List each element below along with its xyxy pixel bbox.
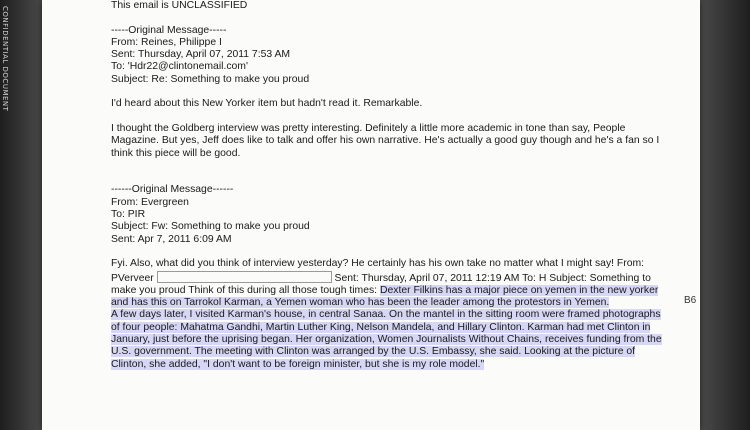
highlighted-quote: U.S. government. The meeting with Clinton was arranged by the U.S. Embassy, she said. Looking at the picture of <box>111 346 636 358</box>
body3-line-9 <box>111 359 697 371</box>
highlighted-quote: A few days later, I visited Karman's house, in central Sanaa. On the mantel in the sitting room were framed photographs <box>111 309 661 321</box>
forward-header: Sent: Thursday, April 07, 2011 12:19 AM To: H Subject: Something to <box>334 272 651 284</box>
redaction-box <box>157 271 332 283</box>
highlighted-quote: Clinton, she added, "I don't want to be foreign minister, but she is my role model." <box>111 358 485 370</box>
msg2-separator: ------Original Message------ <box>111 184 234 196</box>
highlighted-quote: of four people: Mahatma Gandhi, Martin Luther King, Nelson Mandela, and Hillary Clinton. Karman had met Clinton in <box>111 321 651 333</box>
body3-line-1: Fyi. Also, what did you think of interview yesterday? He certainly has his own take no matter what I might say! From: <box>111 258 645 270</box>
viewer-left-margin <box>0 0 42 430</box>
msg1-from: From: Reines, Philippe I <box>111 36 222 48</box>
msg1-body-2-line: I thought the Goldberg interview was pretty interesting. Definitely a little more academic in tone than say, People <box>111 122 626 134</box>
msg1-separator: -----Original Message----- <box>111 24 227 36</box>
msg1-to: To: 'Hdr22@clintonemail.com' <box>111 61 248 73</box>
classification-header: This email is UNCLASSIFIED <box>111 0 248 11</box>
msg1-sent: Sent: Thursday, April 07, 2011 7:53 AM <box>111 49 291 61</box>
viewer-right-margin <box>700 0 750 430</box>
msg1-subject: Subject: Re: Something to make you proud <box>111 73 310 85</box>
msg1-body-2-line: think this piece will be good. <box>111 147 241 159</box>
document-page <box>42 0 700 430</box>
msg2-subject: Subject: Fw: Something to make you proud <box>111 221 310 233</box>
body3-line-7 <box>111 334 697 346</box>
side-watermark-label: CONFIDENTIAL DOCUMENT <box>1 6 9 112</box>
email-text <box>111 0 697 371</box>
highlighted-quote: January, just before the uprising began. Her organization, Women Journalists Without Chains, receives funding from the <box>111 334 662 346</box>
body3-line-6 <box>111 322 697 334</box>
highlighted-quote: Dexter Filkins has a major piece on yemen in the new yorker <box>379 284 659 296</box>
body3-line-8 <box>111 346 697 358</box>
body3-line-3 <box>111 285 697 297</box>
msg2-from: From: Evergreen <box>111 196 189 208</box>
redaction-code-label: B6 <box>684 295 697 306</box>
body3-line-5 <box>111 309 697 321</box>
highlighted-quote: and has this on Tarrokol Karman, a Yemen woman who has been the leader among the protestors in Yemen. <box>111 297 610 309</box>
msg1-body-1: I'd heard about this New Yorker item but hadn't read it. Remarkable. <box>111 98 423 110</box>
body3-line-2 <box>111 271 697 285</box>
sender-name: PVerveer <box>111 272 154 284</box>
body3-line-4 <box>111 297 697 309</box>
msg2-to: To: PIR <box>111 209 146 221</box>
msg1-body-2-line: Magazine. But yes, Jeff does like to talk and offer his own narrative. He's actually a good guy though and he's a fan so I <box>111 135 660 147</box>
forward-intro: make you proud Think of this during all those tough times: <box>111 284 380 296</box>
msg2-sent: Sent: Apr 7, 2011 6:09 AM <box>111 233 232 245</box>
